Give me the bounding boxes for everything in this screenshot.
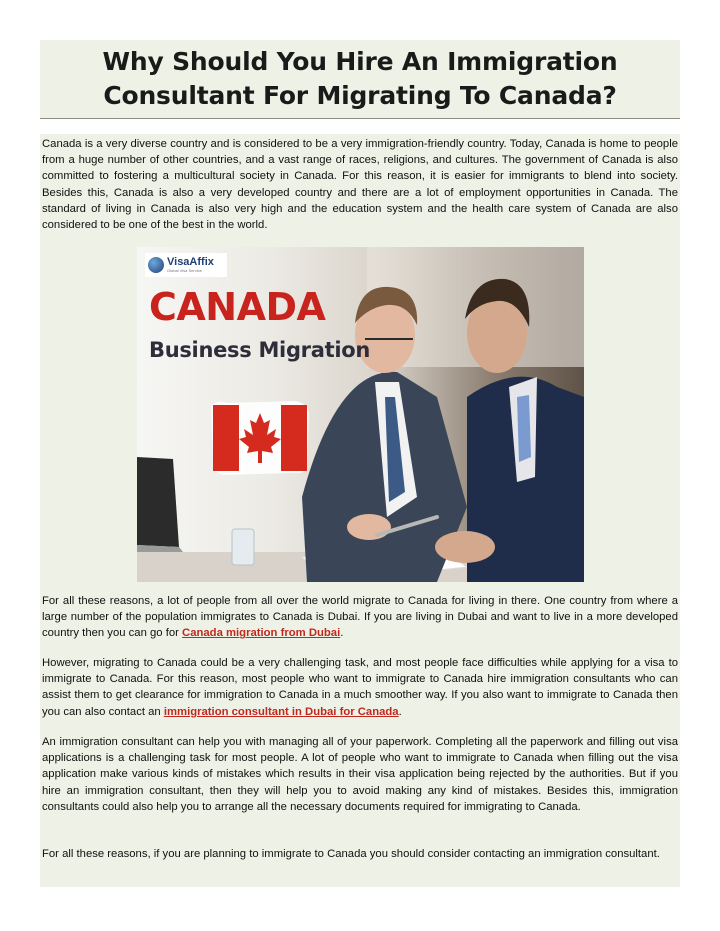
paragraph-challenges-end: . — [398, 705, 402, 718]
logo-text: VisaAffix — [167, 256, 214, 268]
paragraph-challenges-text: However, migrating to Canada could be a very challenging task, and most people face difficulties while applying for a visa to immigrate to Canada. For this reason, most people who want to immigrate to Canada hire immigration consultants who can assist them to get clearance for immigration to Canada in a much smoother way. If you also want to immigrate to Canada then you can also contact an — [42, 657, 678, 718]
globe-icon — [148, 257, 164, 273]
hero-headline: CANADA — [149, 285, 326, 329]
person-right-tie — [517, 395, 531, 462]
paragraph-reasons-text: For all these reasons, a lot of people from all over the world migrate to Canada for living in there. One country from where a large number of the population immigrates to Canada is Dubai. If you are living in Dubai and want to live in a more developed country then you can go for — [42, 595, 678, 640]
page-title — [103, 45, 618, 113]
title-line-2: Consultant For Migrating To Canada? — [103, 81, 617, 110]
hero-subheadline: Business Migration — [149, 338, 371, 362]
title-line-1: Why Should You Hire An Immigration — [102, 47, 618, 76]
laptop-screen — [137, 457, 179, 547]
paragraph-conclusion: For all these reasons, if you are planning to immigrate to Canada you should consider contacting an immigration consultant. — [42, 848, 660, 860]
canada-migration-link[interactable]: Canada migration from Dubai — [182, 627, 341, 640]
paragraph-reasons-end: . — [340, 627, 344, 640]
canada-flag — [207, 397, 313, 477]
article-body — [40, 134, 680, 887]
paragraph-challenges — [42, 655, 678, 720]
document-page — [40, 40, 680, 860]
paragraph-intro: Canada is a very diverse country and is considered to be a very immigration-friendly country. Today, Canada is home to people from a huge number of other countries, and a vast range of races, religions, and cultures. The government of Canada is also committed to fostering a multicultural society in Canada. For this reason, it is easier for immigrants to blend into society. Besides this, Canada is also a very developed country and there are a lot of employment opportunities in Canada. The standard of living in Canada is also very high and the education system and the health care system of Canada are also considered to be one of the best in the world. — [42, 138, 678, 232]
paragraph-reasons — [42, 593, 678, 642]
hero-image — [137, 247, 584, 582]
glass — [232, 529, 254, 565]
title-box — [40, 40, 680, 119]
paragraph-paperwork: An immigration consultant can help you with managing all of your paperwork. Completing all the paperwork and filling out visa applications is a challenging task for most people. A lot of people who want to immigrate to Canada when filling out the visa application make various kinds of mistakes which results in their visa application being rejected by the authorities. But if you hire an immigration consultant, then they will help you to avoid making any kind of mistakes. Besides this, immigration consultants could also help you to arrange all the necessary documents required for immigrating to Canada. — [42, 736, 678, 813]
immigration-consultant-link[interactable]: immigration consultant in Dubai for Canada — [163, 705, 399, 718]
brand-logo — [145, 253, 227, 277]
logo-tagline: Global Visa Service — [167, 268, 202, 273]
